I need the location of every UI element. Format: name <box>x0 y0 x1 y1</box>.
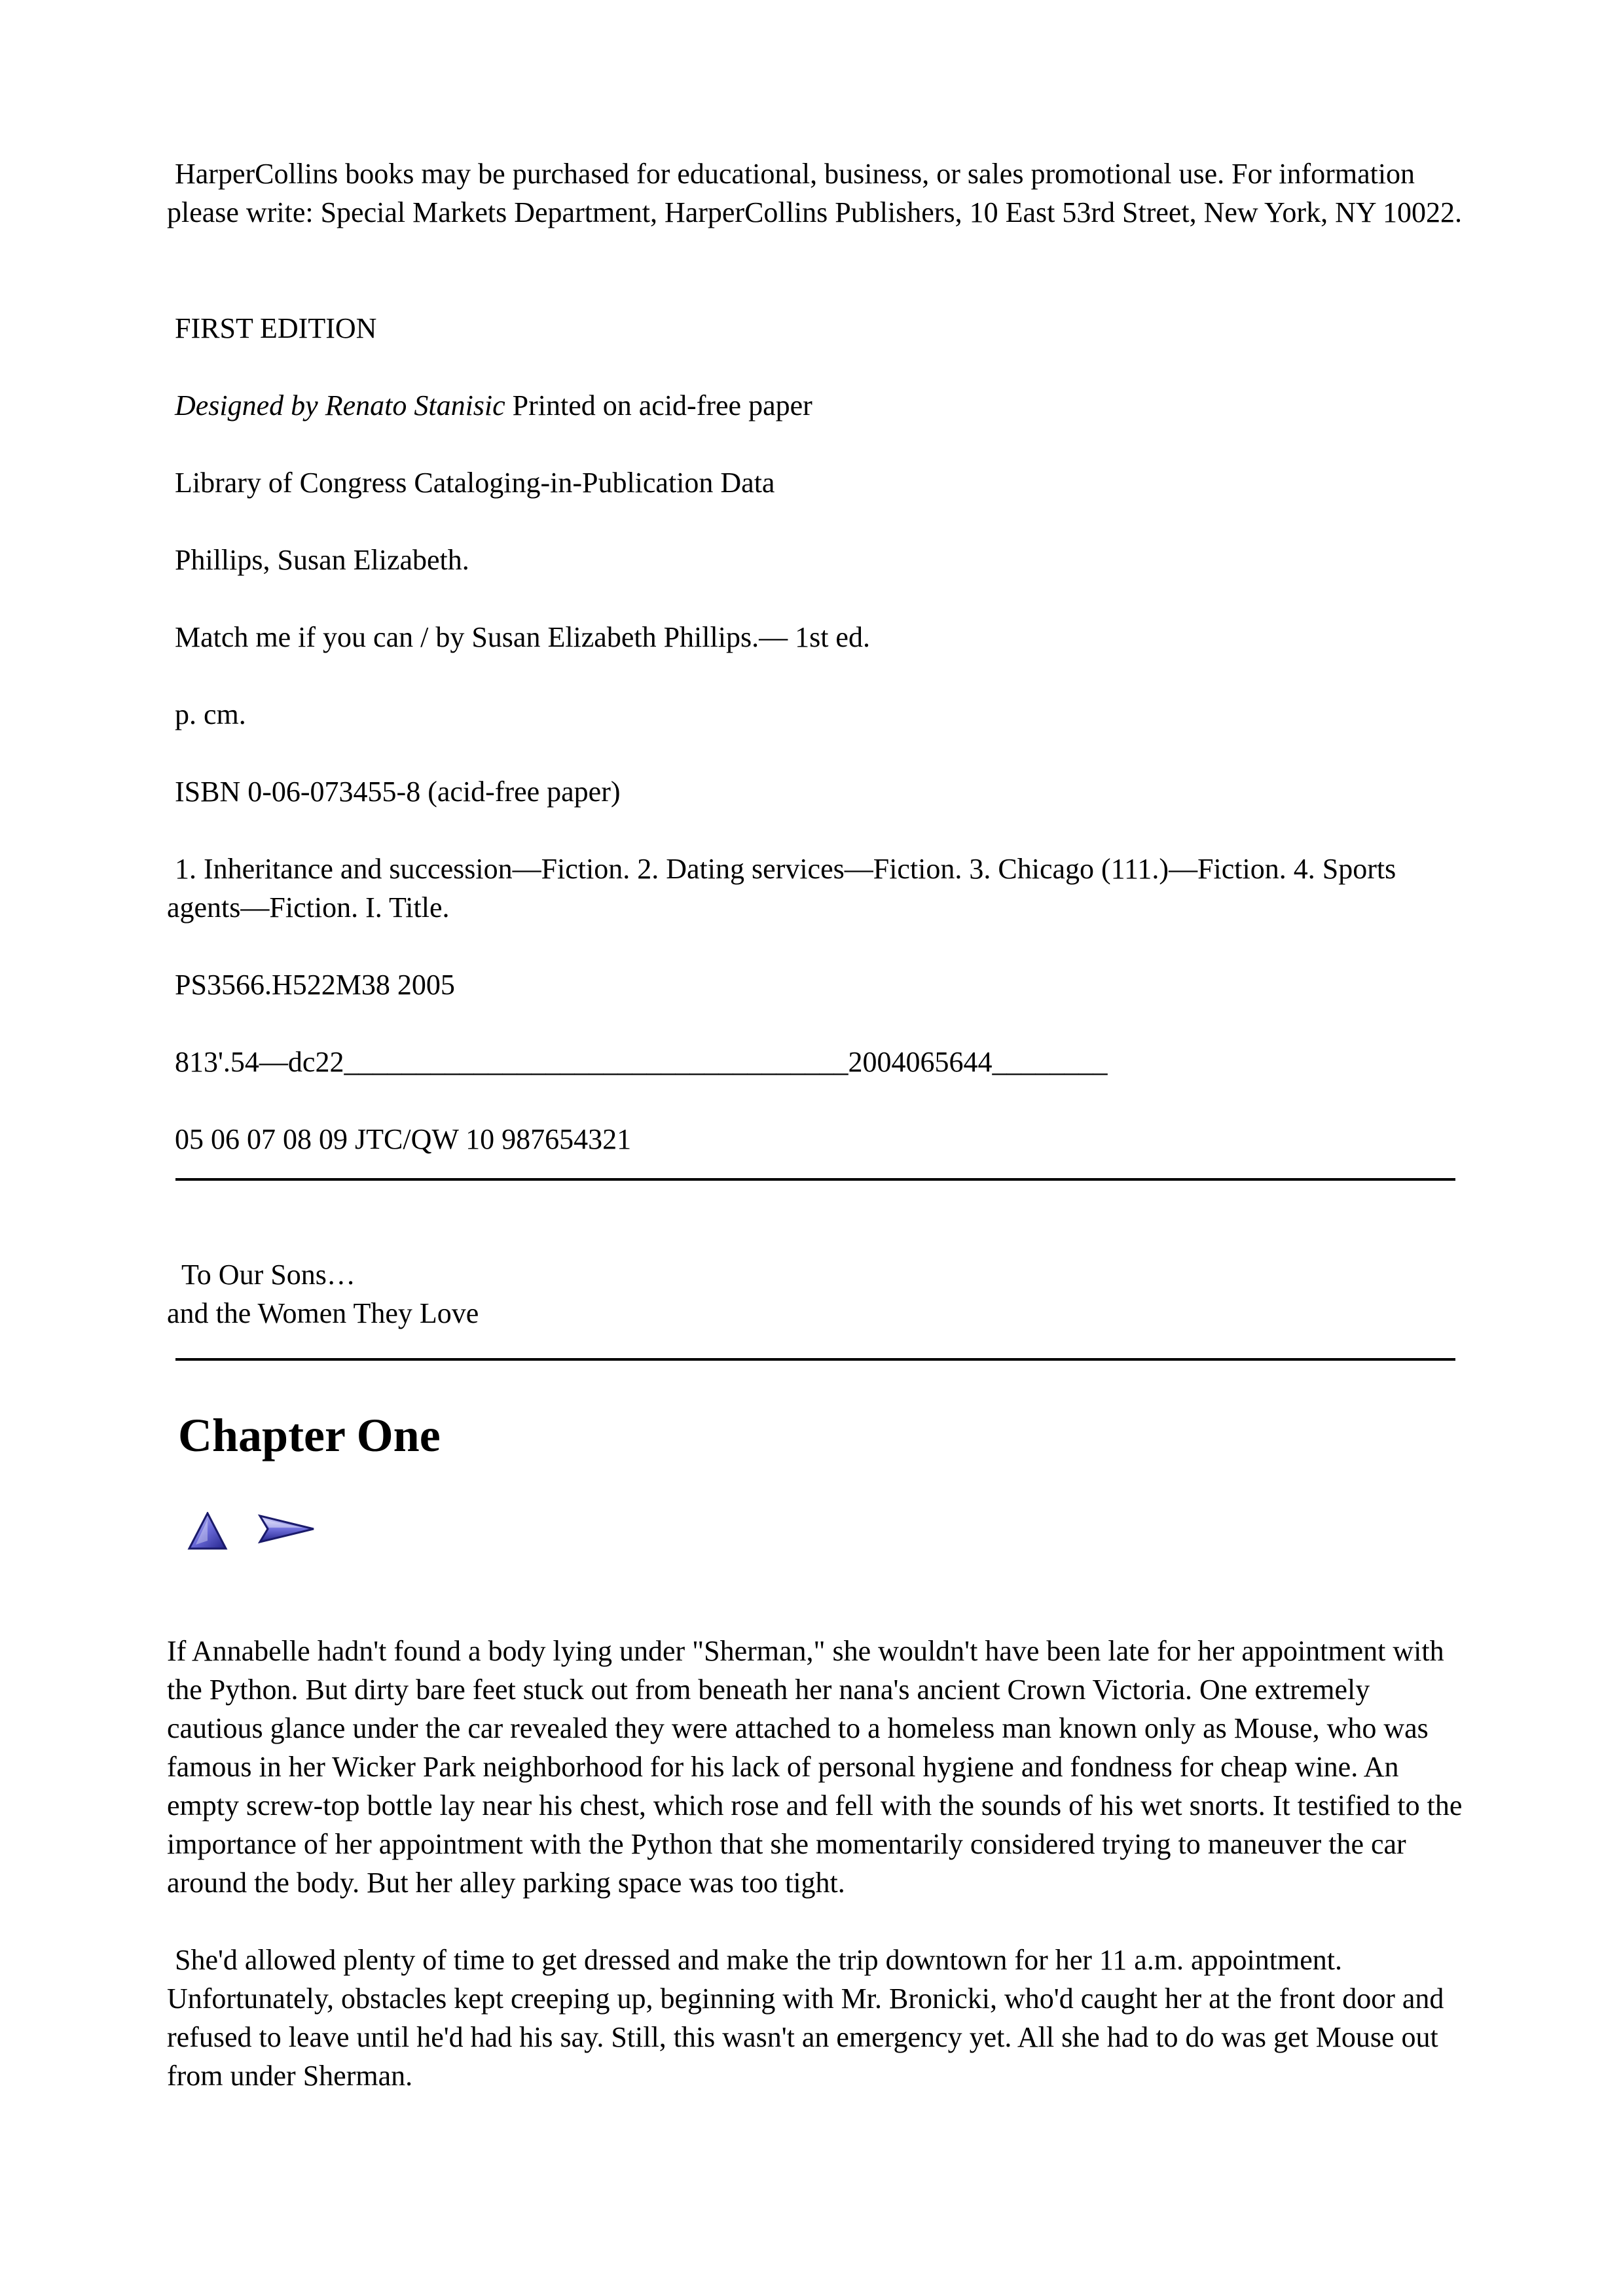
cip-isbn: ISBN 0-06-073455-8 (acid-free paper) <box>175 776 621 808</box>
cip-author: Phillips, Susan Elizabeth. <box>175 544 469 576</box>
dedication <box>167 1255 1470 1333</box>
section-divider <box>175 1358 1455 1361</box>
paper-note: Printed on acid-free paper <box>505 389 812 422</box>
cip-title: Match me if you can / by Susan Elizabeth Phillips.— 1st ed. <box>175 621 870 653</box>
cip-physical: p. cm. <box>175 698 246 730</box>
chapter-title: Chapter One <box>178 1409 441 1462</box>
cip-header: Library of Congress Cataloging-in-Publication Data <box>175 467 775 499</box>
cip-subjects: 1. Inheritance and succession—Fiction. 2. Dating services—Fiction. 3. Chicago (111.)—Fiction. 4. Sports agents—Fiction. I. Title. <box>167 853 1396 924</box>
printing-line: 05 06 07 08 09 JTC/QW 10 987654321 <box>175 1123 632 1155</box>
chapter-paragraph-1: If Annabelle hadn't found a body lying under "Sherman," she wouldn't have been late for her appointment with the Python. But dirty bare feet stuck out from beneath her nana's ancient Crown Victoria. One extremely cautious glance under the car revealed they were attached to a homeless man known only as Mouse, who was famous in her Wicker Park neighborhood for his lack of personal hygiene and fondness for cheap wine. An empty screw-top bottle lay near his chest, which rose and fell with the sounds of his wet snorts. It testified to the importance of her appointment with the Python that she momentarily considered trying to maneuver the car around the body. But her alley parking space was too tight. <box>167 1635 1463 1899</box>
chapter-paragraph-2: She'd allowed plenty of time to get dressed and make the trip downtown for her 11 a.m. appointment. Unfortunately, obstacles kept creeping up, beginning with Mr. Bronicki, who'd caught her at the front door and refused to leave until he'd had his say. Still, this wasn't an emergency yet. All she had to do was get Mouse out from under Sherman. <box>167 1944 1444 2092</box>
designer-credit: Designed by Renato Stanisic <box>175 389 505 422</box>
dedication-line-1: To Our Sons… <box>181 1259 356 1291</box>
cip-lc-class: PS3566.H522M38 2005 <box>175 969 455 1001</box>
section-divider <box>175 1178 1455 1181</box>
dedication-line-2: and the Women They Love <box>167 1297 479 1329</box>
edition: FIRST EDITION <box>175 312 377 344</box>
designer-line <box>167 386 1470 425</box>
purchase-info: HarperCollins books may be purchased for educational, business, or sales promotional use. For information please write: Special Markets Department, HarperCollins Publishers, 10 East 53rd Street, New York, NY 10022. <box>167 158 1463 228</box>
up-arrow-icon[interactable] <box>187 1512 228 1554</box>
right-arrow-icon[interactable] <box>257 1513 316 1548</box>
cip-dewey: 813'.54—dc22___________________________________2004065644________ <box>175 1046 1108 1078</box>
